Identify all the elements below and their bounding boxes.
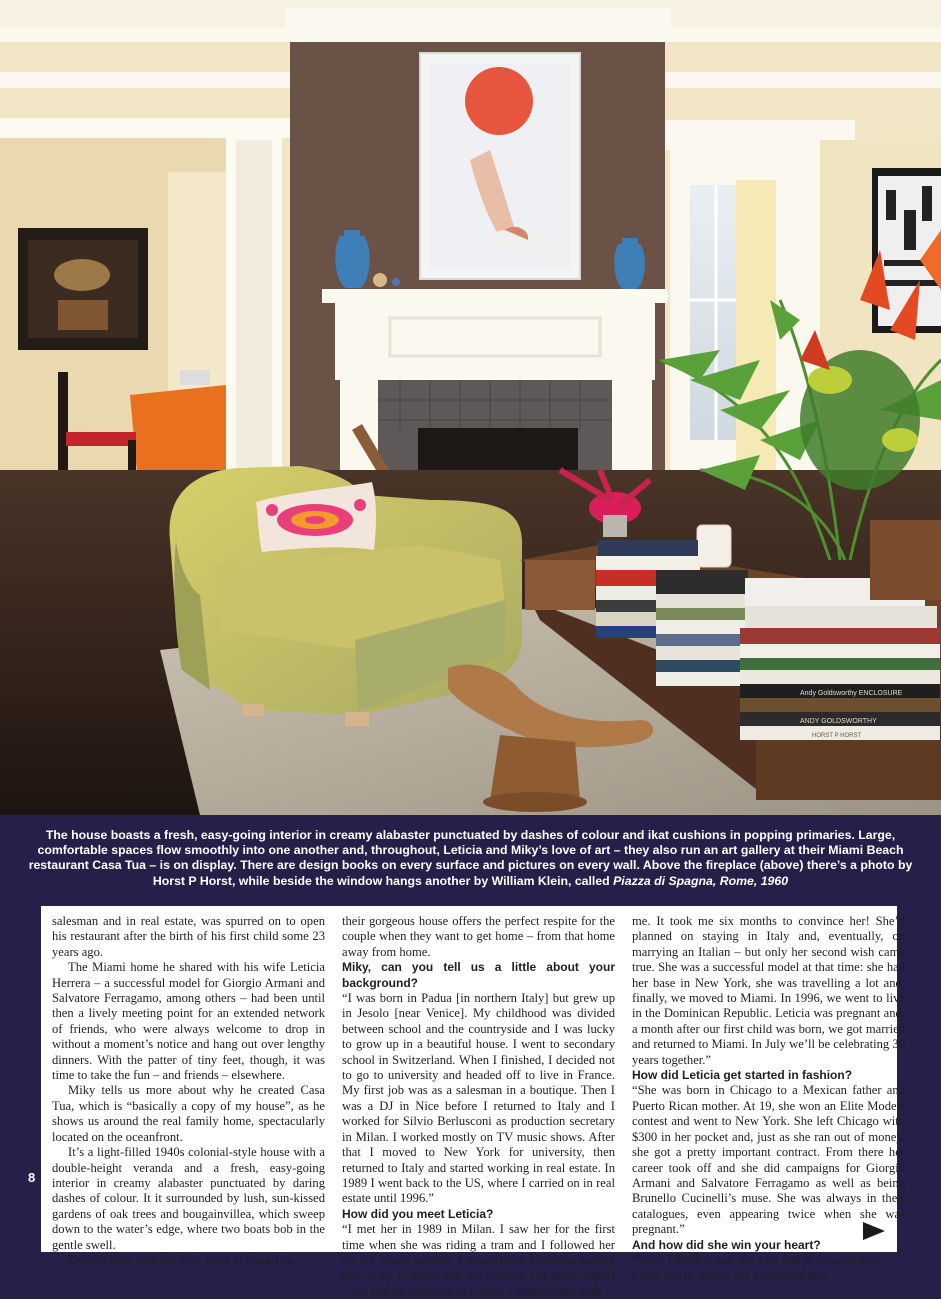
book-spine-3: HORST P HORST bbox=[812, 733, 862, 739]
interview-answer: “She was born in Chicago to a Mexican father and Puerto Rican mother. At 19, she won an Elite Models contest and went to New York. She left Chicago with $300 in her pocket and, just as she ran out of money, she got a pretty important contract. From there her career took off and she did campaigns for Giorgio Armani and Salvatore Ferragamo as well as being Brunello Cucinelli’s muse. She was always in their catalogues, even appearing twice when she was pregnant.” bbox=[632, 1083, 905, 1237]
page-number: 8 bbox=[28, 1170, 36, 1185]
interview-answer: me. It took me six months to convince her! She’d planned on staying in Italy and, eventually, on marrying an Italian – but only her second wish came true. She was a successful model at that time: she had her base in New York, she was travelling a lot and, finally, we moved to Miami. In 1996, we went to live in the Dominican Republic. Leticia was pregnant and, a month after our first child was born, we got married and returned to Miami. In July we’ll be celebrating 30 years together.” bbox=[632, 914, 905, 1067]
book-spine-1: Andy Goldsworthy ENCLOSURE bbox=[800, 690, 903, 697]
photo-caption bbox=[24, 828, 917, 894]
paragraph: salesman and in real estate, was spurred on to open his restaurant after the birth of his first child some 23 years ago. bbox=[52, 914, 325, 959]
article-column-2 bbox=[342, 914, 615, 1298]
paragraph: Miky tells us more about why he created Casa Tua, which is “basically a copy of my house”, as he shows us around the real family home, spectacularly located on the oceanfront. bbox=[52, 1083, 325, 1144]
article-column-1 bbox=[52, 914, 325, 1267]
continue-arrow-icon bbox=[863, 1222, 885, 1240]
caption-artwork-title: Piazza di Spagna, Rome, 1960 bbox=[613, 873, 789, 888]
interview-question: And how did she win your heart? bbox=[632, 1237, 821, 1252]
caption-text: The house boasts a fresh, easy-going interior in creamy alabaster punctuated by dashes of colour and ikat cushions in popping primaries. Large, comfortable spaces flow smoothly into one another and, throughout, Leticia and Miky’s love of art – they also run an art gallery at their Miami Beach restaurant Casa Tua – is on display. There are design books on every surface and pictures on every wall. Above the fireplace (above) there’s a photo by Horst P Horst, while beside the window hangs another by William Klein, called bbox=[28, 828, 913, 888]
interview-question: Miky, can you tell us a little about your background? bbox=[342, 960, 615, 990]
article-body bbox=[41, 906, 905, 1298]
paragraph: their gorgeous house offers the perfect respite for the couple when they want to get home – from that home away from home. bbox=[342, 914, 615, 959]
paragraph: It’s a light-filled 1940s colonial-style house with a double-height veranda and a fresh, easy-going interior in creamy alabaster punctuated by daring dashes of colour. It it surrounded by lush, sun-kissed gardens of oak trees and bougainvillea, which sweep down to the water’s edge, where two boats bob in the gentle swell. bbox=[52, 1145, 325, 1252]
article-column-3 bbox=[632, 914, 905, 1283]
interview-question: How did you meet Leticia? bbox=[342, 1206, 494, 1221]
interview-answer: “I met her in 1989 in Milan. I saw her for the first time when she was riding a tram and I followed her on my Vespa scooter. I organised a fictitious casting just to get to know her. We became just good friends – she had no intention of having a relationship with bbox=[342, 1222, 615, 1298]
interview-answer: “Well, I think it was me who had to conquer her. I took her to Venice for a weekend and bbox=[632, 1252, 879, 1283]
paragraph: The Miami home he shared with his wife Leticia Herrera – a successful model for Giorgio Armani and Salvatore Ferragamo, among others – had been until then a lively meeting point for an extended network of friends, who were always welcome to drop in without a moment’s notice and hang out over lengthy dinners. With the patter of tiny feet, though, it was time to take the fun – and friends – elsewhere. bbox=[52, 960, 325, 1083]
paragraph: Despite their love for their work at Casa Tua, bbox=[68, 1252, 296, 1267]
interview-answer: “I was born in Padua [in northern Italy] but grew up in Jesolo [near Venice]. My childhood was divided between school and the countryside and I was lucky to grow up in a beautiful house. I went to secondary school in Switzerland. When I finished, I decided not to go to university and headed off to live in France. My first job was as a salesman in a boutique. Then I was a DJ in Nice before I returned to Italy and I worked for Silvio Berlusconi as production secretary in Milan. I worked mostly on TV music shows. After that I moved to New York for university, then returned to Italy and started working in real estate. In 1989 I went back to the US, where I carried on in real estate until 1996.” bbox=[342, 991, 615, 1206]
interview-question: How did Leticia get started in fashion? bbox=[632, 1068, 853, 1083]
book-spine-2: ANDY GOLDSWORTHY bbox=[800, 718, 877, 725]
